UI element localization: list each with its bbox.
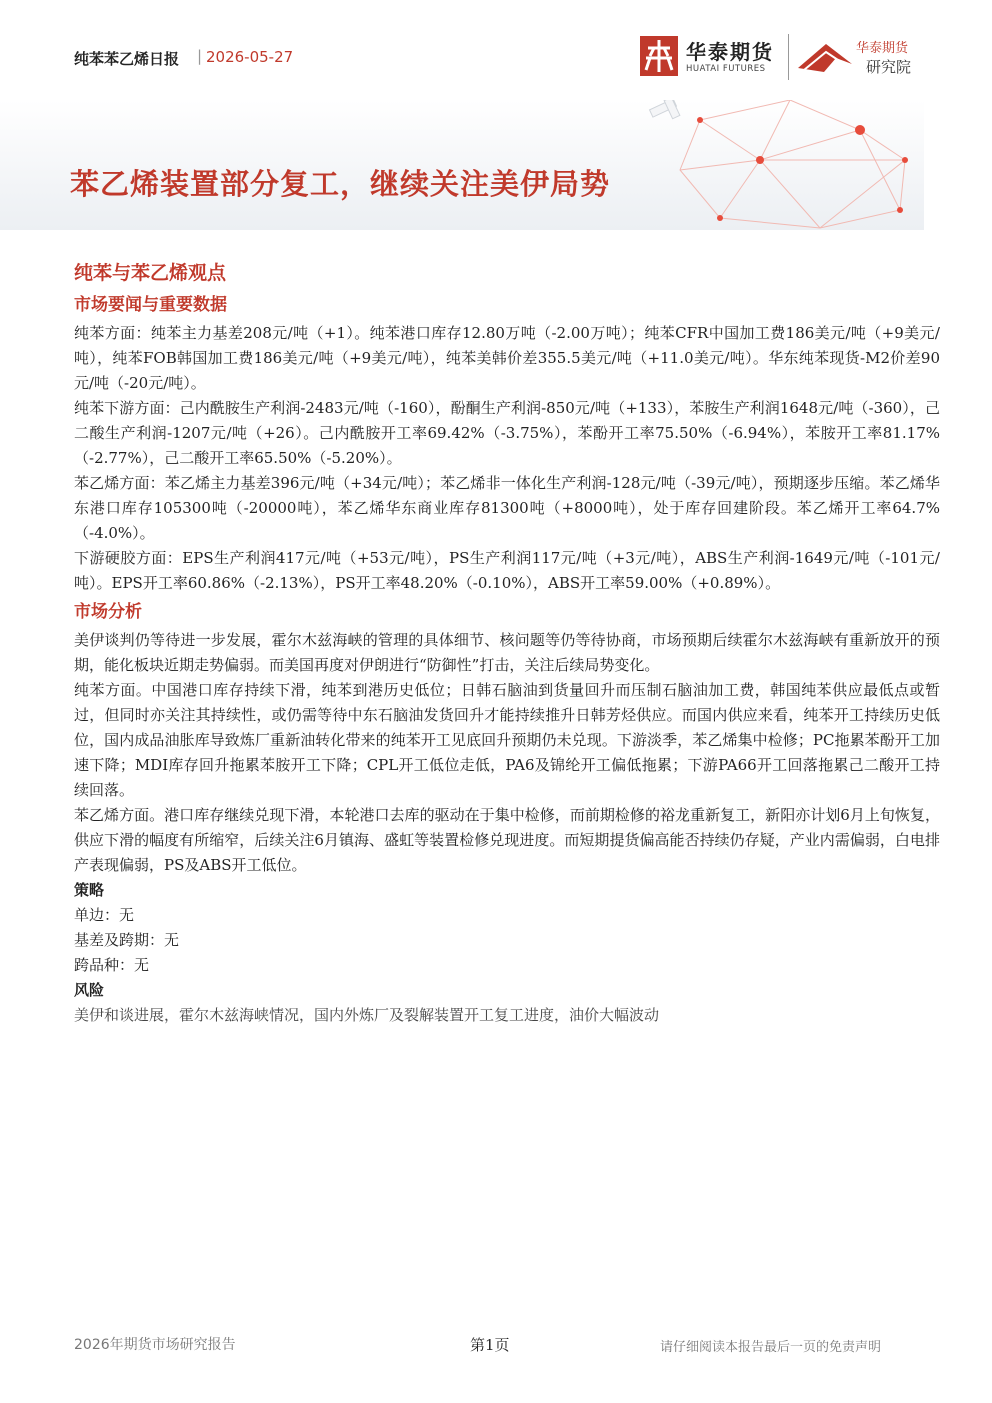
- news-paragraph-styrene: 苯乙烯方面：苯乙烯主力基差396元/吨（+34元/吨）；苯乙烯非一体化生产利润-128元/吨（-39元/吨），预期逐步压缩。苯乙烯华东港口库存105300吨（-20000吨），苯乙烯华东商业库存81300吨（+8000吨），处于库存回建阶段。苯乙烯开工率64.7%（-4.0%）。: [74, 474, 940, 542]
- logo-divider: [788, 34, 789, 80]
- page-footer: [0, 1318, 992, 1378]
- analysis-paragraph-benzene: 纯苯方面。中国港口库存持续下滑，纯苯到港历史低位；日韩石脑油到货量回升而压制石脑油加工费，韩国纯苯供应最低点或暂过，但同时亦关注其持续性，或仍需等待中东石脑油发货回升才能持续推升日韩芳烃供应。而国内供应来看，纯苯开工持续历史低位，国内成品油胀库导致炼厂重新油转化带来的纯苯开工见底回升预期仍未兑现。下游淡季，苯乙烯集中检修；PC拖累苯酚开工加速下降；MDI库存回升拖累苯胺开工下降；CPL开工低位走低，PA6及锦纶开工偏低拖累；下游PA66开工回落拖累己二酸开工持续回落。: [74, 681, 940, 799]
- institute-name-line1: 华泰期货: [856, 41, 909, 56]
- logo-name-cn: 华泰期货: [686, 40, 774, 64]
- news-paragraph-hard-plastics: 下游硬胶方面：EPS生产利润417元/吨（+53元/吨），PS生产利润117元/吨（+3元/吨），ABS生产利润-1649元/吨（-101元/吨）。EPS开工率60.86%（-2.13%），PS开工率48.20%（-0.10%），ABS开工率59.00%（+0.89%）。: [74, 549, 940, 592]
- analysis-paragraph-geopolitics: 美伊谈判仍等待进一步发展，霍尔木兹海峡的管理的具体细节、核问题等仍等待协商，市场预期后续霍尔木兹海峡有重新放开的预期，能化板块近期走势偏弱。而美国再度对伊朗进行“防御性”打击，关注后续局势变化。: [74, 631, 940, 674]
- strategy-title: 策略: [74, 881, 105, 899]
- header-separator: |: [197, 47, 203, 65]
- footer-disclaimer-note: 请仔细阅读本报告最后一页的免责声明: [660, 1340, 882, 1355]
- analysis-title: 市场分析: [74, 602, 142, 622]
- report-header: [0, 0, 992, 232]
- analysis-paragraph-styrene: 苯乙烯方面。港口库存继续兑现下滑，本轮港口去库的驱动在于集中检修，而前期检修的裕龙重新复工，新阳亦计划6月上旬恢复，供应下滑的幅度有所缩窄，后续关注6月镇海、盛虹等装置检修兑现进度。而短期提货偏高能否持续仍存疑，产业内需偏弱，白电排产表现偏弱，PS及ABS开工低位。: [74, 806, 940, 874]
- strategy-item-basis-spread: 基差及跨期：无: [74, 931, 180, 949]
- footer-page-number: 第1页: [470, 1336, 510, 1354]
- risk-title: 风险: [74, 981, 105, 999]
- risk-text: 美伊和谈进展，霍尔木兹海峡情况，国内外炼厂及裂解装置开工复工进度，油价大幅波动: [74, 1006, 660, 1024]
- main-content: [74, 258, 940, 1028]
- institute-logo-icon: [796, 38, 854, 76]
- logo-name-en: HUATAI FUTURES: [686, 64, 766, 74]
- market-news-title: 市场要闻与重要数据: [74, 295, 227, 315]
- strategy-item-cross-product: 跨品种：无: [74, 956, 150, 974]
- news-paragraph-benzene-downstream: 纯苯下游方面：己内酰胺生产利润-2483元/吨（-160），酚酮生产利润-850元/吨（+133），苯胺生产利润1648元/吨（-360），己二酸生产利润-1207元/吨（+26）。己内酰胺开工率69.42%（-3.75%），苯酚开工率75.50%（-6.94%），苯胺开工率81.17%（-2.77%），己二酸开工率65.50%（-5.20%）。: [74, 399, 940, 467]
- strategy-item-outright: 单边：无: [74, 906, 135, 924]
- section-title: 纯苯与苯乙烯观点: [74, 262, 227, 284]
- huatai-logo-icon: [640, 36, 678, 76]
- brand-logo-block: [640, 34, 930, 84]
- news-paragraph-benzene: 纯苯方面：纯苯主力基差208元/吨（+1）。纯苯港口库存12.80万吨（-2.00万吨）；纯苯CFR中国加工费186美元/吨（+9美元/吨），纯苯FOB韩国加工费186美元/吨（+9美元/吨），纯苯美韩价差355.5美元/吨（+11.0美元/吨）。华东纯苯现货-M2价差90元/吨（-20元/吨）。: [74, 324, 940, 392]
- doc-type: 纯苯苯乙烯日报: [74, 50, 180, 68]
- footer-report-name: 2026年期货市场研究报告: [74, 1337, 236, 1353]
- institute-name-line2: 研究院: [866, 58, 912, 76]
- report-date: 2026-05-27: [206, 48, 294, 66]
- page-title: 苯乙烯装置部分复工，继续关注美伊局势: [70, 167, 611, 201]
